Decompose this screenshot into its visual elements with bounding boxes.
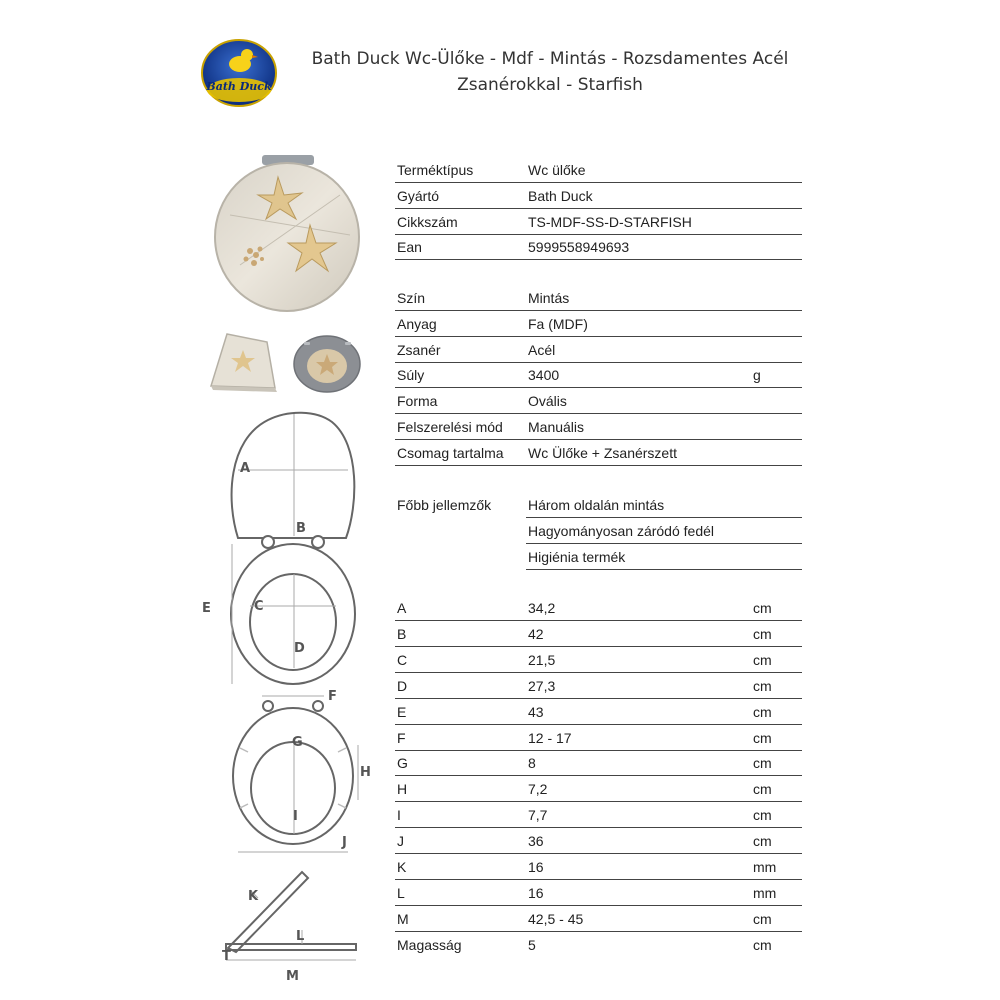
diagram-letter-m: M [286,969,299,984]
spec-value: Mintás [528,290,570,306]
spec-row [395,828,802,854]
product-photo-starfish [210,155,365,313]
product-photo-underside [290,330,365,394]
spec-unit: cm [753,755,772,772]
spec-row [526,544,802,570]
spec-value: 27,3 [528,677,556,694]
spec-row [395,337,802,363]
spec-value: Hagyományosan záródó fedél [528,522,715,539]
spec-label: Csomag tartalma [397,444,504,461]
spec-value: 3400 [528,367,560,384]
spec-label: Magasság [397,936,462,953]
spec-value: 16 [528,859,544,875]
spec-label: K [397,859,407,875]
spec-unit: cm [753,781,772,798]
spec-label: Szín [397,290,426,306]
spec-label: H [397,781,408,798]
spec-row [395,209,802,235]
spec-label: D [397,677,408,694]
bath-duck-logo [200,38,278,108]
spec-row [395,492,802,518]
spec-value: 7,7 [528,807,548,824]
spec-value: 5 [528,936,536,953]
spec-row [395,595,802,621]
spec-value: Manuális [528,419,585,435]
spec-value: Wc Ülőke + Zsanérszett [528,444,677,461]
spec-row [395,880,802,906]
spec-label: Forma [397,393,438,410]
spec-label: Cikkszám [397,213,458,230]
spec-row [526,518,802,544]
spec-row [395,776,802,802]
diagram-letter-t: T [222,949,231,964]
spec-label: F [397,729,406,746]
spec-row [395,388,802,414]
spec-row [395,699,802,725]
spec-value: Bath Duck [528,187,593,204]
spec-value: Fa (MDF) [528,315,588,332]
spec-unit: cm [753,807,772,824]
product-photo-side-view [205,328,287,394]
spec-row [395,157,802,183]
spec-unit: cm [753,600,772,616]
diagram-letter-d: D [294,641,305,656]
spec-label: M [397,910,409,927]
spec-label: I [397,807,401,824]
spec-row [395,725,802,751]
spec-row [395,183,802,209]
page-title [290,46,810,98]
spec-value: 12 - 17 [528,729,572,746]
diagram-letter-e: E [202,601,211,616]
diagram-letter-b: B [296,521,306,536]
dimension-diagram [198,400,378,990]
spec-unit: cm [753,625,772,642]
spec-value: 43 [528,703,544,720]
spec-value: 16 [528,884,544,901]
spec-value: 42 [528,625,544,642]
spec-row [395,440,802,466]
spec-unit: cm [753,833,772,850]
spec-value: Acél [528,341,556,358]
spec-value: 7,2 [528,781,548,798]
spec-row [395,854,802,880]
spec-unit: cm [753,677,772,694]
spec-row [395,311,802,337]
diagram-letter-j: J [342,835,347,850]
spec-value: Wc ülőke [528,162,586,178]
spec-row [395,362,802,388]
spec-label: C [397,651,408,668]
diagram-letter-a: A [240,461,251,476]
spec-value: 8 [528,755,536,772]
spec-label: Főbb jellemzők [397,497,492,513]
spec-value: TS-MDF-SS-D-STARFISH [528,213,692,230]
spec-label: Zsanér [397,341,441,358]
spec-row [395,932,802,958]
spec-row [395,673,802,699]
spec-row [395,621,802,647]
diagram-letter-l: L [296,929,305,944]
title-line-1: Bath Duck Wc-Ülőke - Mdf - Mintás - Rozsdamentes Acél [311,49,789,69]
spec-row [395,750,802,776]
spec-label: J [397,833,404,850]
spec-value: 42,5 - 45 [528,910,584,927]
title-line-2: Zsanérokkal - Starfish [457,75,643,95]
spec-unit: mm [753,884,777,901]
spec-label: Anyag [397,315,437,332]
spec-unit: cm [753,729,772,746]
spec-value: Ovális [528,393,567,410]
spec-row [395,285,802,311]
spec-label: Felszerelési mód [397,419,503,435]
spec-value: Három oldalán mintás [528,497,665,513]
spec-row [395,802,802,828]
spec-row [395,234,802,260]
diagram-letter-g: G [292,735,303,750]
spec-value: Higiénia termék [528,548,626,565]
spec-label: E [397,703,407,720]
logo-text: Bath Duck [206,80,272,93]
spec-value: 21,5 [528,651,556,668]
spec-label: Ean [397,239,422,256]
spec-unit: cm [753,651,772,668]
spec-row [395,906,802,932]
spec-label: Gyártó [397,187,440,204]
spec-label: Terméktípus [397,162,474,178]
spec-unit: cm [753,910,772,927]
diagram-letter-i: I [293,809,298,824]
spec-value: 34,2 [528,600,556,616]
spec-unit: cm [753,703,772,720]
spec-unit: g [753,367,761,384]
spec-label: A [397,600,407,616]
spec-value: 5999558949693 [528,239,630,256]
spec-value: 36 [528,833,544,850]
spec-label: L [397,884,405,901]
spec-label: G [397,755,408,772]
spec-unit: mm [753,859,777,875]
diagram-letter-c: C [254,599,264,614]
diagram-letter-k: K [248,889,259,904]
spec-label: B [397,625,407,642]
diagram-letter-h: H [360,765,371,780]
spec-row [395,647,802,673]
diagram-letter-f: F [328,689,337,704]
spec-unit: cm [753,936,772,953]
spec-label: Súly [397,367,425,384]
spec-row [395,414,802,440]
